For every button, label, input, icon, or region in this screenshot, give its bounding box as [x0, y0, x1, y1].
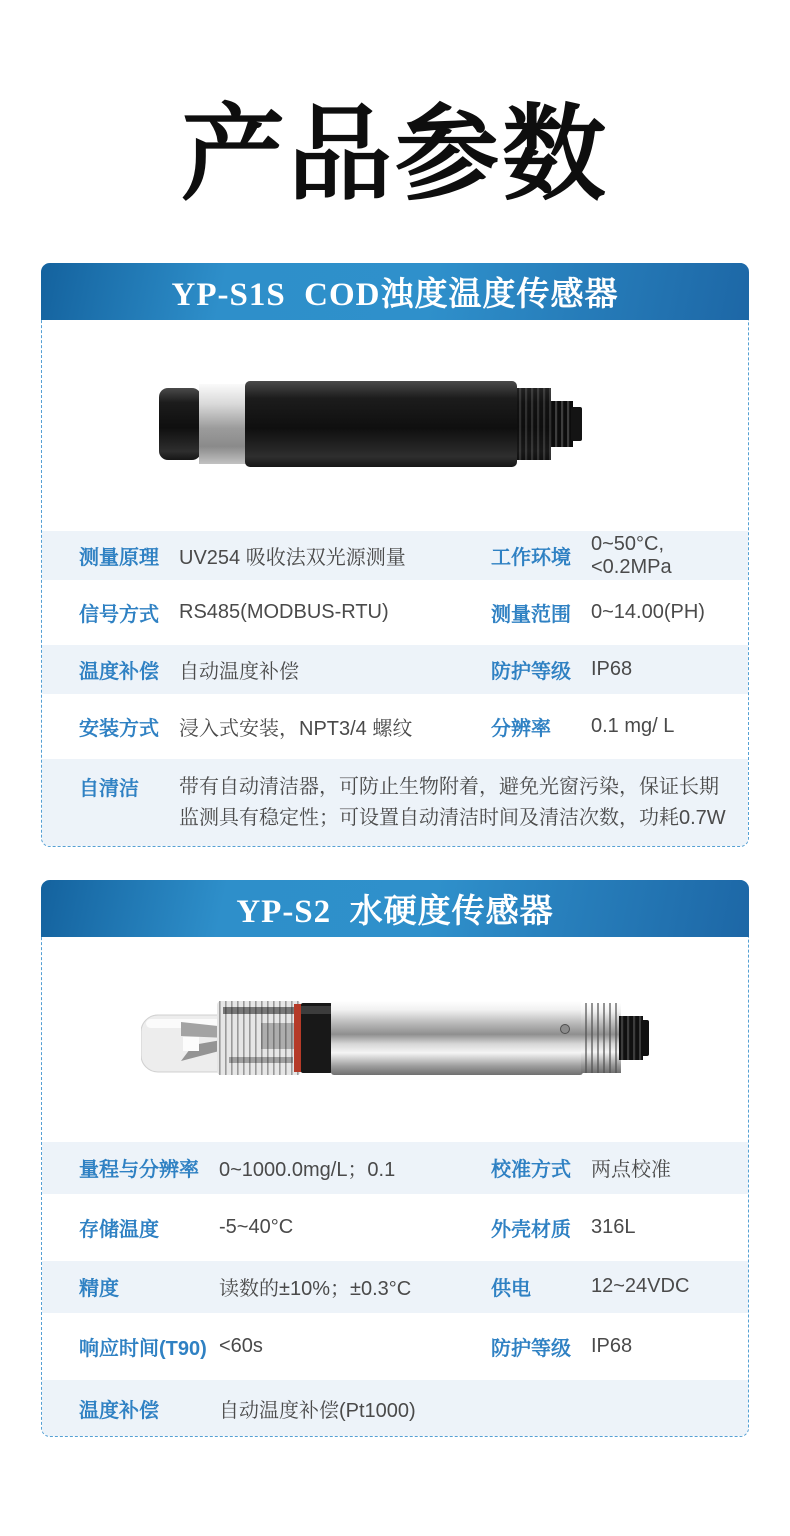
- spec-label: 安装方式: [79, 718, 159, 740]
- spec-label: 存储温度: [79, 1218, 159, 1241]
- cod-sensor-image: [159, 381, 584, 467]
- spec-row: [42, 1317, 748, 1377]
- page-title: 产品参数: [180, 98, 609, 213]
- spec-value: 316L: [591, 1215, 636, 1238]
- spec-value: 0~1000.0mg/L；0.1: [219, 1159, 396, 1182]
- spec-row: [42, 1138, 748, 1198]
- spec-row: [42, 1376, 748, 1436]
- hardness-sensor-figure: [42, 937, 748, 1138]
- spec-value: UV254 吸收法双光源测量: [179, 547, 406, 569]
- spec-row: [42, 1257, 748, 1317]
- spec-label: 自清洁: [79, 778, 139, 800]
- spec-label: 温度补偿: [79, 661, 159, 683]
- spec-label: 防护等级: [491, 661, 571, 683]
- product-card-cod-sensor: [41, 263, 749, 847]
- spec-row: [42, 527, 748, 584]
- spec-row: [42, 698, 748, 755]
- spec-label: 温度补偿: [79, 1399, 159, 1422]
- spec-value: RS485(MODBUS-RTU): [179, 601, 389, 623]
- spec-label: 测量范围: [491, 604, 571, 626]
- spec-value: <60s: [219, 1335, 263, 1358]
- spec-row: [42, 641, 748, 698]
- spec-label: 测量原理: [79, 547, 159, 569]
- spec-label: 外壳材质: [491, 1218, 571, 1241]
- spec-value: IP68: [591, 658, 633, 680]
- spec-label: 量程与分辨率: [79, 1159, 199, 1182]
- spec-row: [42, 584, 748, 641]
- spec-label: 信号方式: [79, 604, 159, 626]
- spec-value: 读数的±10%；±0.3°C: [219, 1278, 412, 1301]
- spec-value: 0~14.00(PH): [591, 601, 705, 623]
- spec-value: 带有自动清洁器，可防止生物附着，避免光窗污染，保证长期监测具有稳定性；可设置自动清洁时间及清洁次数，功耗0.7W: [179, 776, 726, 829]
- spec-row: [42, 755, 748, 846]
- spec-table-hardness-sensor: [42, 1138, 748, 1436]
- spec-label: 防护等级: [491, 1338, 571, 1361]
- spec-label: 工作环境: [491, 547, 571, 569]
- spec-value: 自动温度补偿(Pt1000): [219, 1399, 416, 1422]
- spec-value: IP68: [591, 1335, 633, 1358]
- product-card-hardness-sensor: [41, 880, 749, 1437]
- spec-value: 自动温度补偿: [179, 661, 299, 683]
- spec-value: 12~24VDC: [591, 1275, 690, 1298]
- card-header-hardness-sensor: YP-S2 水硬度传感器: [41, 880, 749, 937]
- spec-value: 0~50°C,<0.2MPa: [591, 532, 672, 578]
- spec-label: 校准方式: [491, 1159, 571, 1182]
- spec-row: [42, 1198, 748, 1258]
- hardness-sensor-image: [141, 1001, 649, 1075]
- card-header-cod-sensor: YP-S1S COD浊度温度传感器: [41, 263, 749, 320]
- spec-value: 两点校准: [591, 1159, 671, 1182]
- cod-sensor-figure: [42, 320, 748, 527]
- spec-value: -5~40°C: [219, 1215, 294, 1238]
- spec-value: 0.1 mg/ L: [591, 715, 675, 737]
- spec-table-cod-sensor: [42, 527, 748, 846]
- spec-label: 响应时间(T90): [79, 1338, 207, 1361]
- spec-label: 供电: [491, 1278, 531, 1301]
- spec-label: 分辨率: [491, 718, 551, 740]
- spec-label: 精度: [79, 1278, 119, 1301]
- spec-value: 浸入式安装，NPT3/4 螺纹: [179, 718, 413, 740]
